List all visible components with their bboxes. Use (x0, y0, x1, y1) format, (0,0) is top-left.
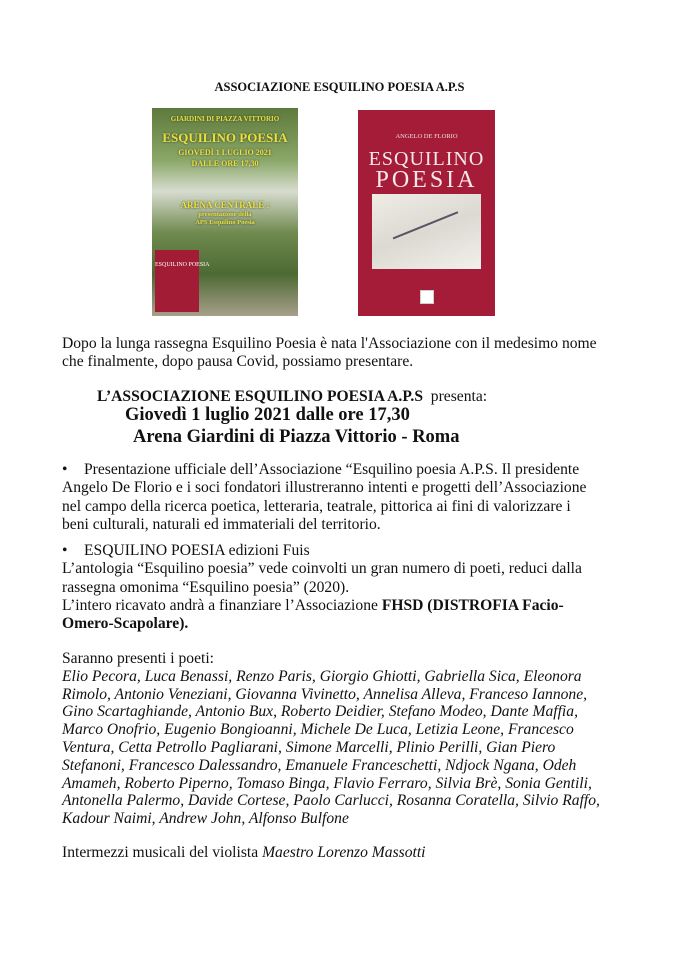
poster-line: GIARDINI DI PIAZZA VITTORIO (170, 115, 280, 123)
document-title: ASSOCIAZIONE ESQUILINO POESIA A.P.S (214, 80, 465, 94)
book-cover-image (358, 110, 495, 316)
text-line: che finalmente, dopo pausa Covid, possiamo presentare. (62, 353, 414, 371)
beneficiary-name: Omero-Scapolare). (62, 615, 189, 633)
music-line (62, 844, 426, 862)
mini-book-title: ESQUILINO POESIA (155, 262, 210, 268)
poets-line: Kadour Naimi, Andrew John, Alfonso Bulfone (62, 810, 349, 828)
event-place: Arena Giardini di Piazza Vittorio - Roma (133, 427, 460, 447)
text-line: ESQUILINO POESIA edizioni Fuis (84, 542, 310, 559)
text-line: L’intero ricavato andrà a finanziare l’Associazione (62, 596, 382, 614)
music-text: Intermezzi musicali del violista (62, 844, 263, 861)
org-name: L’ASSOCIAZIONE ESQUILINO POESIA A.P.S (97, 388, 423, 405)
poets-line: Rimolo, Antonio Veneziani, Giovanna Vivinetto, Annelisa Alleva, Franceso Iannone, (62, 685, 588, 703)
poster-line: ARENA CENTRALE : (180, 200, 270, 210)
poster-line: APS Esquilino Poesia (195, 219, 255, 226)
bullet-icon: • (62, 461, 68, 478)
poets-line: Amameh, Roberto Piperno, Tomaso Binga, Flavio Ferraro, Silvia Brè, Sonia Gentili, (62, 774, 592, 792)
beneficiary-name: FHSD (DISTROFIA Facio- (381, 596, 564, 614)
poster-line: ESQUILINO POESIA (162, 130, 288, 145)
text-line: Presentazione ufficiale dell’Associazione “Esquilino poesia A.P.S. Il presidente (84, 461, 580, 478)
text-line: beni culturali, naturali ed immateriali del territorio. (62, 515, 381, 533)
announce-org-line (97, 388, 487, 406)
book-title-line: ESQUILINO (368, 148, 485, 170)
poets-line: Elio Pecora, Luca Benassi, Renzo Paris, Giorgio Ghiotti, Gabriella Sica, Eleonora (62, 667, 582, 685)
bullet-icon: • (62, 542, 68, 559)
poets-line: Ventura, Cetta Petrollo Pagliarani, Simone Marcelli, Plinio Perilli, Gian Piero (62, 738, 556, 756)
poets-list (62, 668, 600, 828)
book-title-line: POESIA (375, 167, 478, 193)
poets-intro: Saranno presenti i poeti: (62, 650, 215, 667)
bullet-presentation (62, 461, 586, 534)
event-poster-image (152, 108, 298, 316)
mini-book-cover (155, 250, 210, 312)
text-line: L’antologia “Esquilino poesia” vede coinvolti un gran numero di poeti, reduci dalla (62, 560, 582, 578)
event-date: Giovedì 1 luglio 2021 dalle ore 17,30 (125, 405, 410, 425)
poster-line: GIOVEDÌ 1 LUGLIO 2021 (178, 148, 272, 157)
poets-section (62, 650, 600, 828)
text-line: rassegna omonima “Esquilino poesia” (2020). (62, 578, 350, 596)
publisher-logo-icon (420, 290, 434, 304)
book-author: ANGELO DE FLORIO (395, 133, 458, 140)
poets-line: Antonella Palermo, Davide Cortese, Paolo Carlucci, Rosanna Coratella, Silvio Raffo, (62, 792, 600, 810)
poster-line: presentazione della (198, 211, 252, 218)
text-line: nel campo della ricerca poetica, letteraria, teatrale, pittorica ai fini di valorizzare i (62, 497, 571, 515)
poster-line: DALLE ORE 17,30 (191, 159, 259, 168)
poets-line: Gino Scartaghiande, Antonio Bux, Roberto Deidier, Stefano Modeo, Dante Maffia, (62, 703, 578, 721)
presenta-text: presenta: (423, 388, 488, 405)
musician-name: Maestro Lorenzo Massotti (262, 844, 426, 861)
intro-paragraph (62, 335, 597, 372)
bullet-edition (62, 542, 582, 633)
poets-line: Stefanoni, Francesco Dalessandro, Emanuele Franceschetti, Ndjock Ngana, Odeh (62, 756, 577, 774)
poets-line: Marco Onofrio, Eugenio Bongioanni, Michele De Luca, Letizia Leone, Francesco (62, 721, 574, 739)
book-sketch-illustration (372, 194, 481, 269)
text-line: Angelo De Florio e i soci fondatori illustreranno intenti e progetti dell’Associazione (62, 479, 587, 497)
text-line: Dopo la lunga rassegna Esquilino Poesia è nata l'Associazione con il medesimo nome (62, 335, 597, 352)
